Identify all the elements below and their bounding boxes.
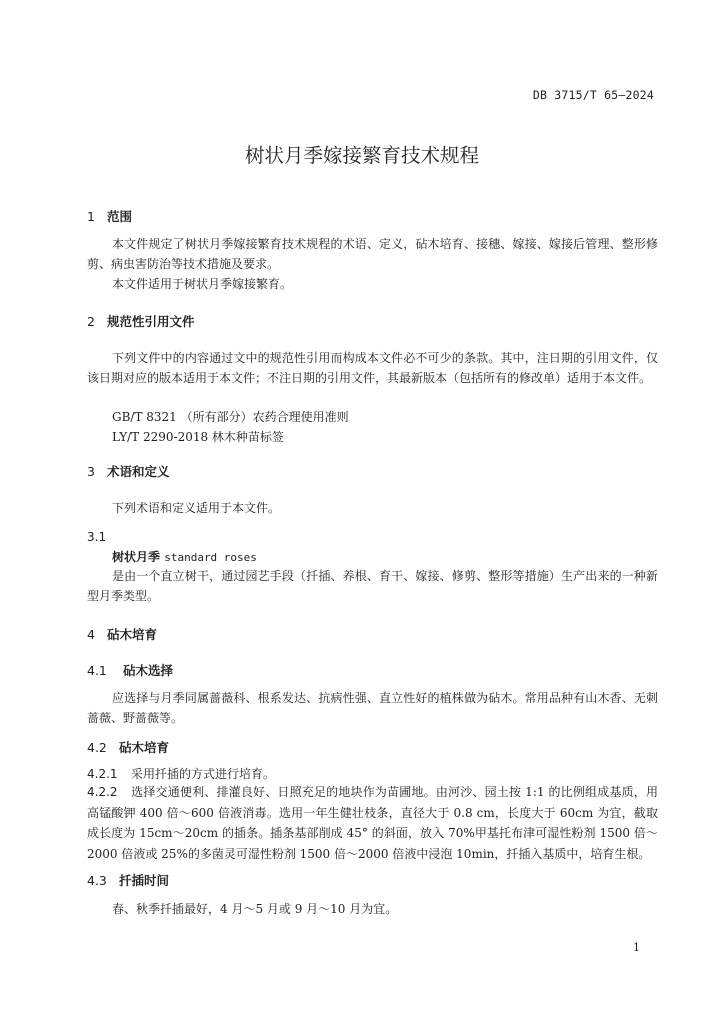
clause-text: 选择交通便利、排灌良好、日照充足的地块作为苗圃地。由河沙、园土按 1:1 的比例组成基质，用高锰酸钾 400 倍～600 倍液消毒。选用一年生健壮枝条，直径大于 0.8 cm，长度大于 60cm 为宜，截取成长度为 15cm～20cm 的插条。插条基部削成 45° 的斜面，放入 70%甲基托布津可湿性粉剂 1500 倍～2000 倍液或 25%的多菌灵可湿性粉剂 1500 倍～2000 倍液中浸泡 10min，扦插入基质中，培育生根。 — [87, 785, 658, 861]
subsection-title: 砧木选择 — [123, 663, 174, 678]
subsection-title: 扦插时间 — [119, 873, 170, 888]
section-4-heading — [87, 625, 157, 643]
subsection-number: 4.1 — [87, 663, 107, 678]
clause-number: 4.2.2 — [87, 785, 118, 799]
clause-number: 4.2.1 — [87, 767, 118, 781]
subsection-number: 4.2 — [87, 740, 107, 755]
section-1-heading — [87, 207, 132, 225]
subsection-title: 砧木培育 — [119, 740, 170, 755]
section-3-paragraph-1: 下列术语和定义适用于本文件。 — [112, 501, 281, 515]
section-2-heading — [87, 312, 195, 330]
section-title: 砧木培育 — [107, 627, 158, 642]
normative-reference: LY/T 2290-2018 林木种苗标签 — [112, 430, 284, 444]
normative-reference: GB/T 8321 （所有部分）农药合理使用准则 — [112, 410, 349, 424]
page-number: 1 — [633, 941, 640, 954]
section-title: 范围 — [107, 209, 133, 224]
section-1-paragraph-1: 本文件规定了树状月季嫁接繁育技术规程的术语、定义，砧木培育、接穗、嫁接、嫁接后管理、整形修剪、病虫害防治等技术措施及要求。 — [87, 237, 658, 271]
subsection-4-3-heading — [87, 871, 169, 889]
section-number: 1 — [87, 209, 95, 224]
section-number: 2 — [87, 314, 95, 329]
term-chinese: 树状月季 — [112, 550, 161, 564]
term-english: standard roses — [164, 551, 257, 564]
subsection-4-1-heading — [87, 661, 173, 679]
clause-3-1-number: 3.1 — [87, 530, 107, 544]
section-1-paragraph-2: 本文件适用于树状月季嫁接繁育。 — [112, 277, 293, 291]
section-title: 规范性引用文件 — [107, 314, 195, 329]
section-3-heading — [87, 462, 170, 480]
subsection-number: 4.3 — [87, 873, 107, 888]
subsection-4-1-paragraph: 应选择与月季同属蔷薇科、根系发达、抗病性强、直立性好的植株做为砧木。常用品种有山木香、无刺蔷薇、野蔷薇等。 — [87, 691, 658, 725]
clause-text: 采用扦插的方式进行培育。 — [131, 767, 276, 781]
subsection-4-3-paragraph: 春、秋季扦插最好，4 月～5 月或 9 月～10 月为宜。 — [112, 902, 398, 916]
clause-4-2-2 — [87, 782, 658, 864]
term-definition: 是由一个直立树干，通过园艺手段（扦插、养根、育干、嫁接、修剪、整形等措施）生产出来的一种新型月季类型。 — [87, 569, 658, 603]
standard-number: DB 3715/T 65—2024 — [532, 88, 654, 102]
subsection-4-2-heading — [87, 738, 169, 756]
section-2-paragraph-1: 下列文件中的内容通过文中的规范性引用而构成本文件必不可少的条款。其中，注日期的引用文件，仅该日期对应的版本适用于本文件；不注日期的引用文件，其最新版本（包括所有的修改单）适用于本文件。 — [87, 351, 658, 385]
section-number: 4 — [87, 627, 95, 642]
section-number: 3 — [87, 464, 95, 479]
term-entry — [112, 548, 257, 565]
section-title: 术语和定义 — [107, 464, 170, 479]
document-title: 树状月季嫁接繁育技术规程 — [244, 144, 479, 167]
